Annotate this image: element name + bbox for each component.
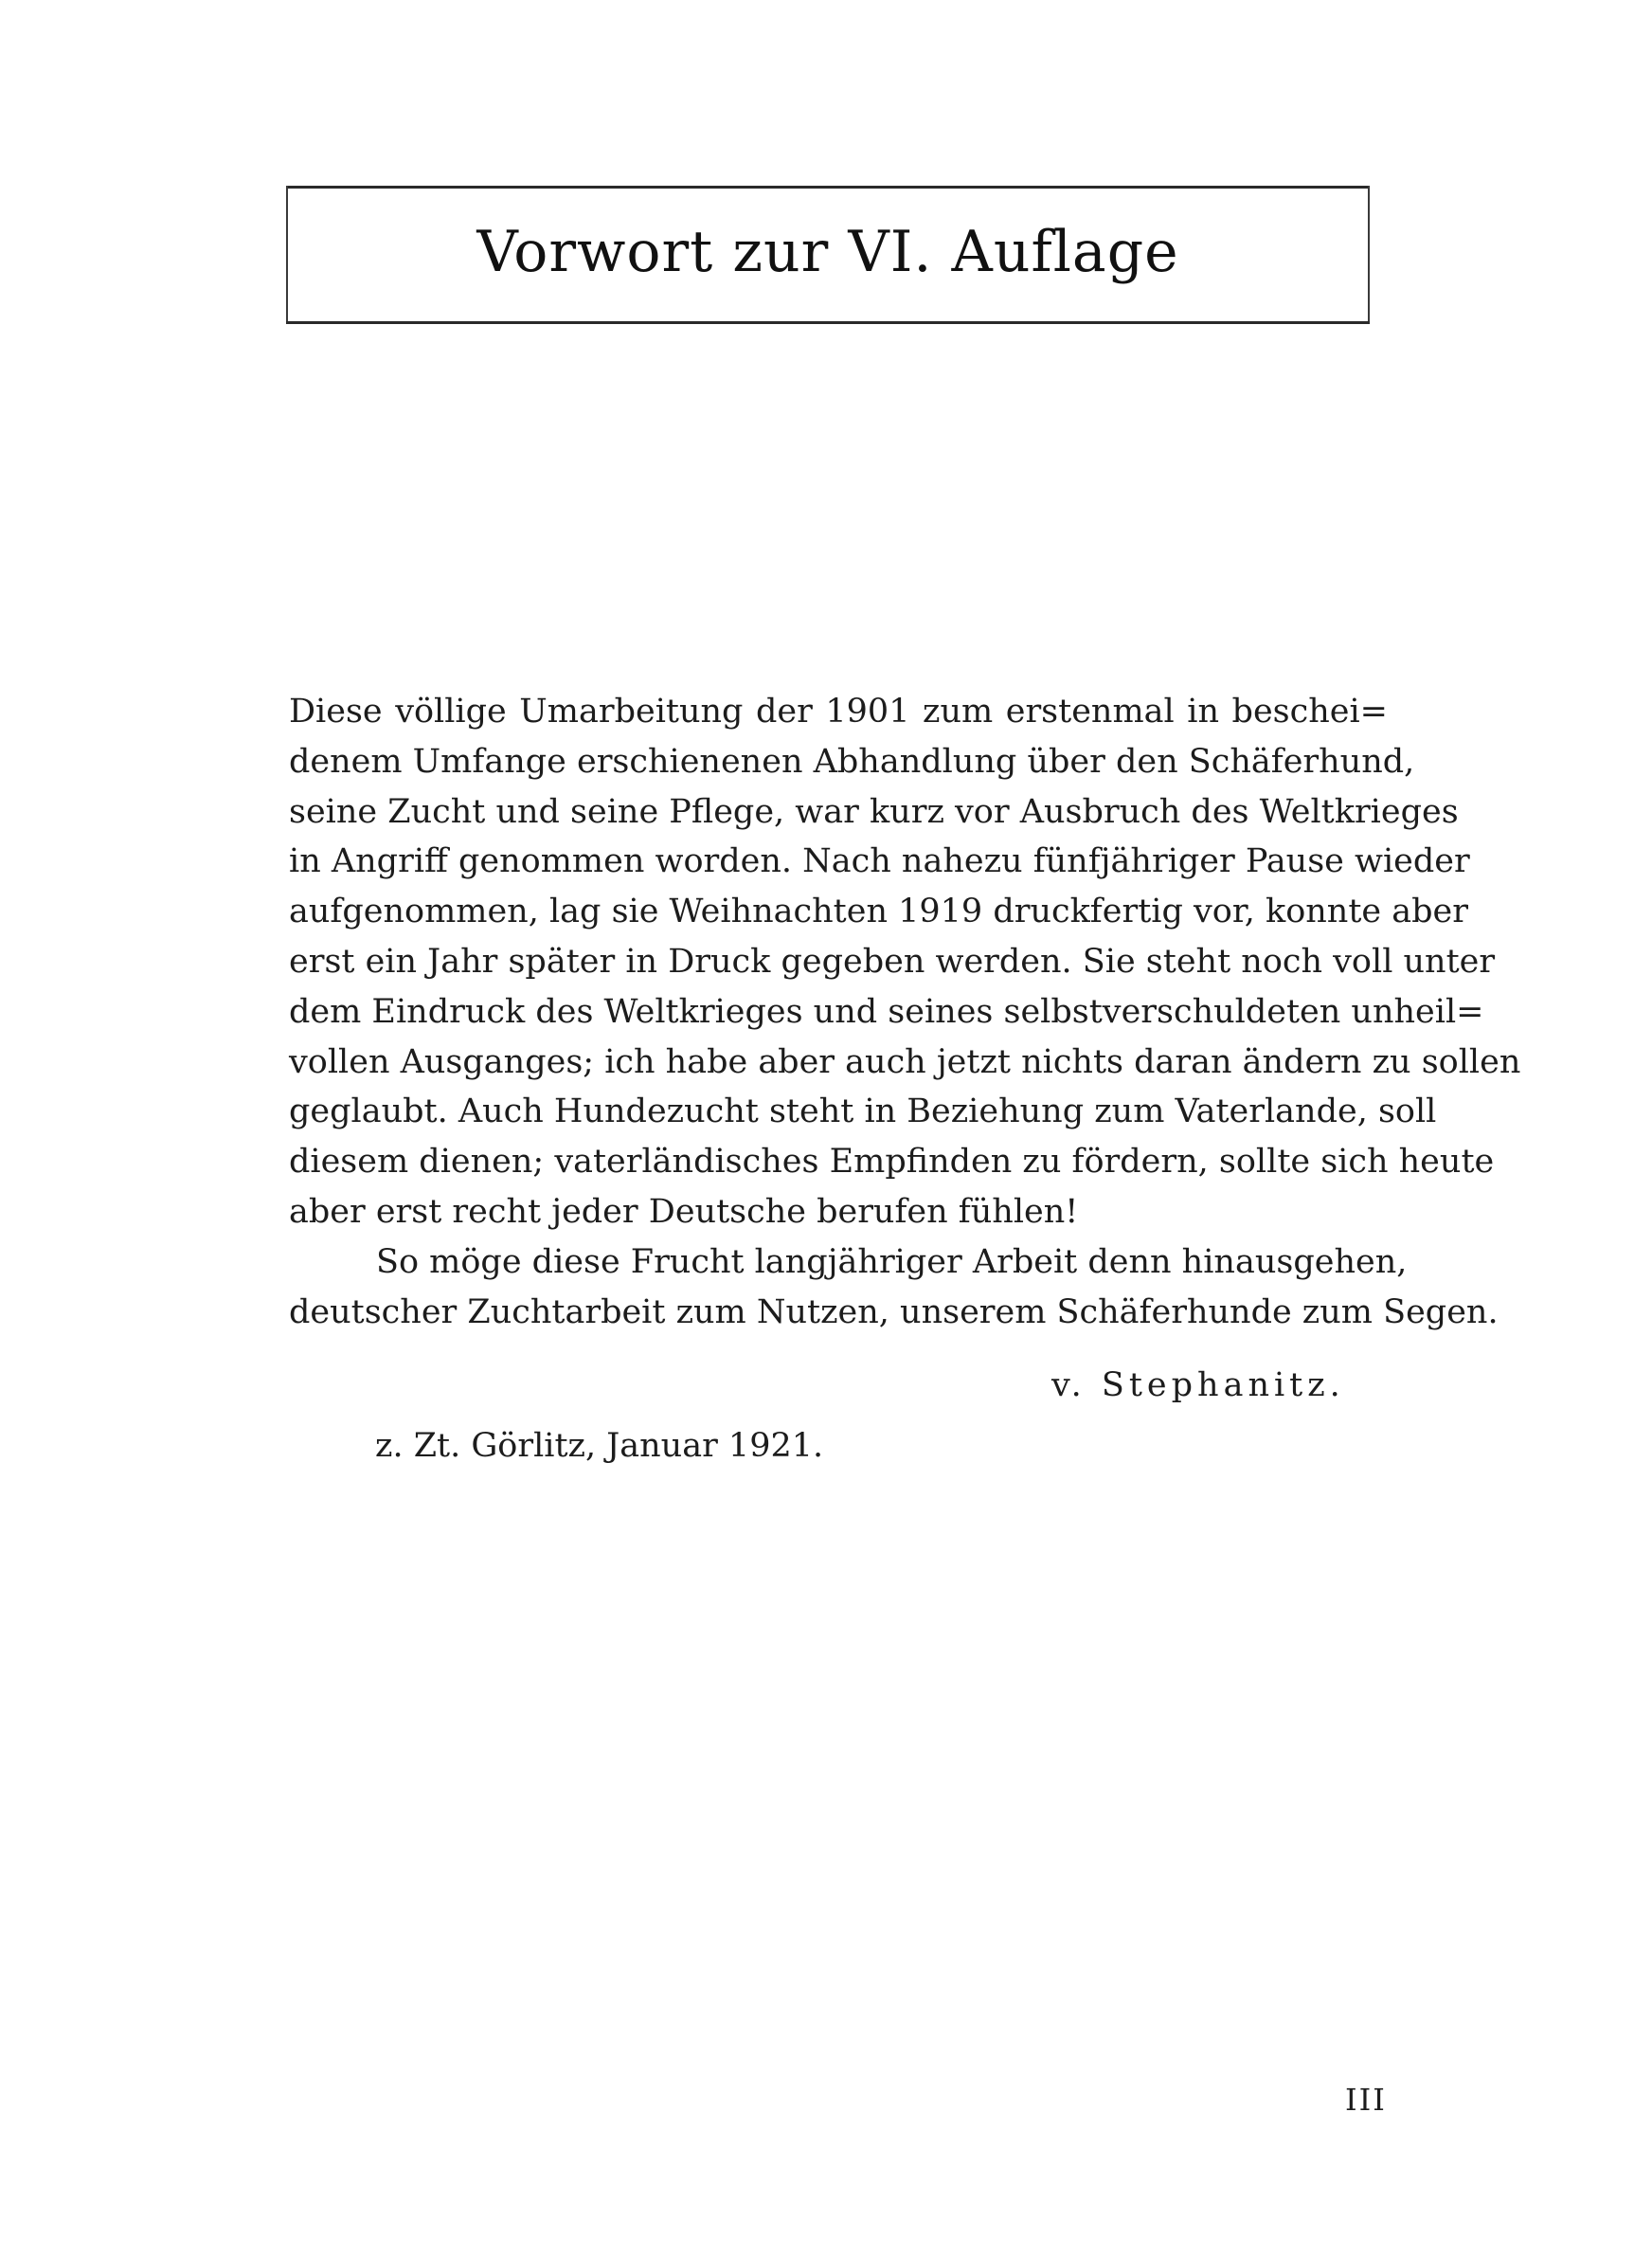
body-line: aufgenommen, lag sie Weihnachten 1919 druckfertig vor, konnte aber [289, 893, 1468, 931]
title-frame [286, 186, 1370, 324]
body-line: geglaubt. Auch Hundezucht steht in Beziehung zum Vaterlande, soll [289, 1092, 1437, 1131]
body-line: erst ein Jahr später in Druck gegeben werden. Sie steht noch voll unter [289, 942, 1496, 981]
page-title: Vorwort zur VI. Auflage [476, 219, 1179, 285]
body-line: in Angriff genommen worden. Nach nahezu fünfjähriger Pause wieder [289, 842, 1470, 881]
body-line: deutscher Zuchtarbeit zum Nutzen, unserem Schäferhunde zum Segen. [289, 1292, 1499, 1331]
body-line: denem Umfange erschienenen Abhandlung über den Schäferhund, [289, 742, 1415, 781]
body-line: vollen Ausganges; ich habe aber auch jetzt nichts daran ändern zu sollen [289, 1042, 1521, 1081]
place-date: z. Zt. Görlitz, Januar 1921. [375, 1427, 824, 1465]
signature: v. Stephanitz. [1051, 1366, 1345, 1404]
body-line: aber erst recht jeder Deutsche berufen fühlen! [289, 1192, 1079, 1231]
body-line: seine Zucht und seine Pflege, war kurz vor Ausbruch des Weltkrieges [289, 792, 1459, 831]
title-rule-top [286, 186, 1370, 189]
body-line: diesem dienen; vaterländisches Empfinden zu fördern, sollte sich heute [289, 1143, 1495, 1182]
body-line: Diese völlige Umarbeitung der 1901 zum erstenmal in beschei= [289, 693, 1388, 731]
title-rule-bottom [286, 321, 1370, 324]
preface-body [289, 687, 1521, 1337]
body-line: So möge diese Frucht langjähriger Arbeit denn hinausgehen, [376, 1242, 1408, 1281]
page-number: III [1345, 2082, 1387, 2118]
body-line: dem Eindruck des Weltkrieges und seines selbstverschuldeten unheil= [289, 992, 1484, 1031]
